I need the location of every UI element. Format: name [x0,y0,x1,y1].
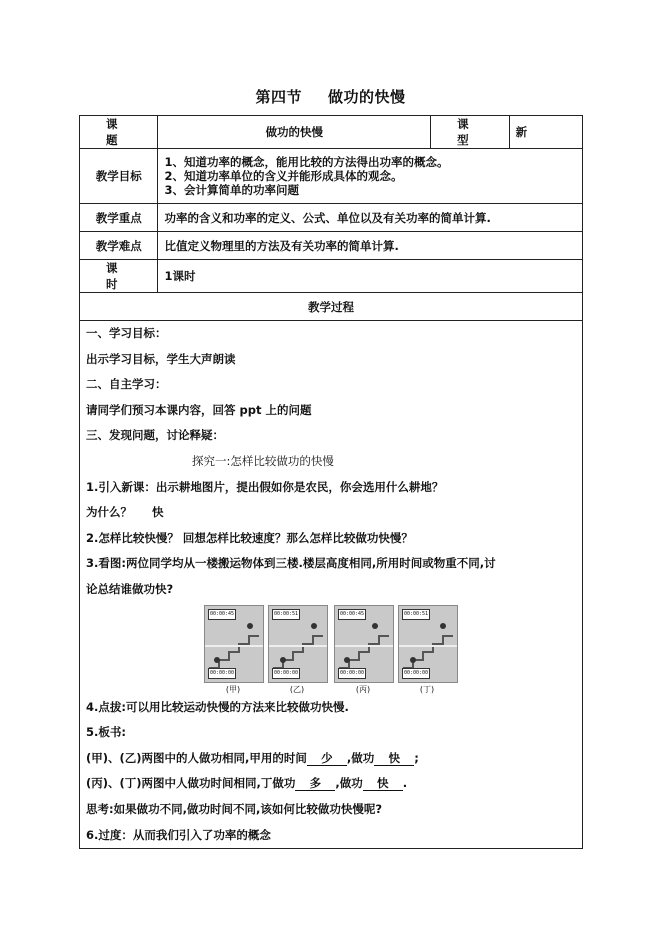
board-text: . [402,776,408,791]
process-line: 2.怎样比较快慢？ 回想怎样比较速度？那么怎样比较做功快慢？ [86,530,413,545]
goal-item: 3、会计算简单的功率问题 [164,183,299,197]
topic-row [80,116,583,149]
clock-top: 00:00:51 [272,609,300,620]
key-label: 教学重点 [80,204,158,232]
stairs-panel-b [268,605,328,683]
blank-answer: 多 [295,776,335,791]
key-value: 功率的含义和功率的定义、公式、单位以及有关功率的简单计算. [158,204,583,232]
clock-top: 00:00:51 [402,609,430,620]
figure-caption: (甲) [225,684,241,694]
clock-top: 00:00:45 [208,609,236,620]
figure-caption: (乙) [289,684,305,694]
board-text: ,做功 [335,776,363,791]
board-text: (甲)、(乙)两图中的人做功相同,甲用的时间 [86,750,307,765]
process-line: 4.点拔:可以用比较运动快慢的方法来比较做功快慢. [86,699,349,714]
type-value: 新 [509,116,582,149]
section-title: 做功的快慢 [328,88,406,106]
blank-answer: 快 [374,751,414,766]
clock-top: 00:00:45 [338,609,366,620]
process-line: 1.引入新课：出示耕地图片，提出假如你是农民，你会选用什么耕地？ [86,479,444,494]
figure-caption: (丁) [419,684,435,694]
process-line: 二、自主学习： [86,377,167,392]
process-line: 3.看图:两位同学均从一楼搬运物体到三楼.楼层高度相同,所用时间或物重不同,讨 [86,556,496,571]
stairs-panel-c [334,605,394,683]
process-line: 为什么？ 快 [86,505,164,520]
stairs-figure [80,603,582,695]
board-line-1 [80,746,582,772]
process-line: 5.板书: [86,725,126,740]
lesson-plan-table [79,115,583,849]
section-number: 第四节 [255,88,302,106]
difficulty-label: 教学难点 [80,232,158,260]
process-line: 三、发现问题，讨论释疑： [86,428,224,443]
figure-caption: (丙) [355,684,371,694]
topic-label: 课 题 [80,116,158,149]
page-title [0,86,661,107]
process-line: 请同学们预习本课内容，回答 ppt 上的问题 [86,402,312,417]
goal-row [80,149,583,204]
goal-item: 2、知道功率单位的含义并能形成具体的观念。 [164,169,403,183]
board-text: ,做功 [346,750,375,765]
process-line: 一、学习目标： [86,326,167,340]
difficulty-value: 比值定义物理里的方法及有关功率的简单计算. [158,232,583,260]
clock-bottom: 00:00:00 [402,668,430,679]
hours-label: 课 时 [80,260,158,293]
clock-bottom: 00:00:00 [338,668,366,679]
board-line-2 [80,771,582,797]
hours-value: 1课时 [158,260,583,293]
blank-answer: 少 [307,751,347,766]
blank-answer: 快 [363,776,403,791]
difficulty-row [80,232,583,260]
process-line: 6.过度：从而我们引入了功率的概念 [86,827,271,842]
stairs-panel-d [398,605,458,683]
process-header-row [80,293,583,321]
process-content [80,321,583,849]
clock-bottom: 00:00:00 [208,668,236,679]
hours-row [80,260,583,293]
goal-list [158,149,583,204]
process-line: 思考:如果做功不同,做功时间不同,该如何比较做功快慢呢? [86,801,383,816]
type-label: 课 型 [431,116,509,149]
stairs-panel-a [204,605,264,683]
process-header: 教学过程 [80,293,583,321]
inquiry-heading: 探究一:怎样比较做功的快慢 [192,453,334,468]
topic-value: 做功的快慢 [158,116,431,149]
stairs-panels [204,605,456,695]
goal-label: 教学目标 [80,149,158,204]
process-line: 出示学习目标，学生大声朗读 [86,351,236,366]
board-text: ; [414,750,419,765]
clock-bottom: 00:00:00 [272,668,300,679]
key-row [80,204,583,232]
board-text: (丙)、(丁)两图中人做功时间相同,丁做功 [86,776,296,791]
goal-item: 1、知道功率的概念，能用比较的方法得出功率的概念。 [164,155,449,169]
process-row [80,321,583,849]
process-line: 论总结谁做功快? [86,581,174,596]
